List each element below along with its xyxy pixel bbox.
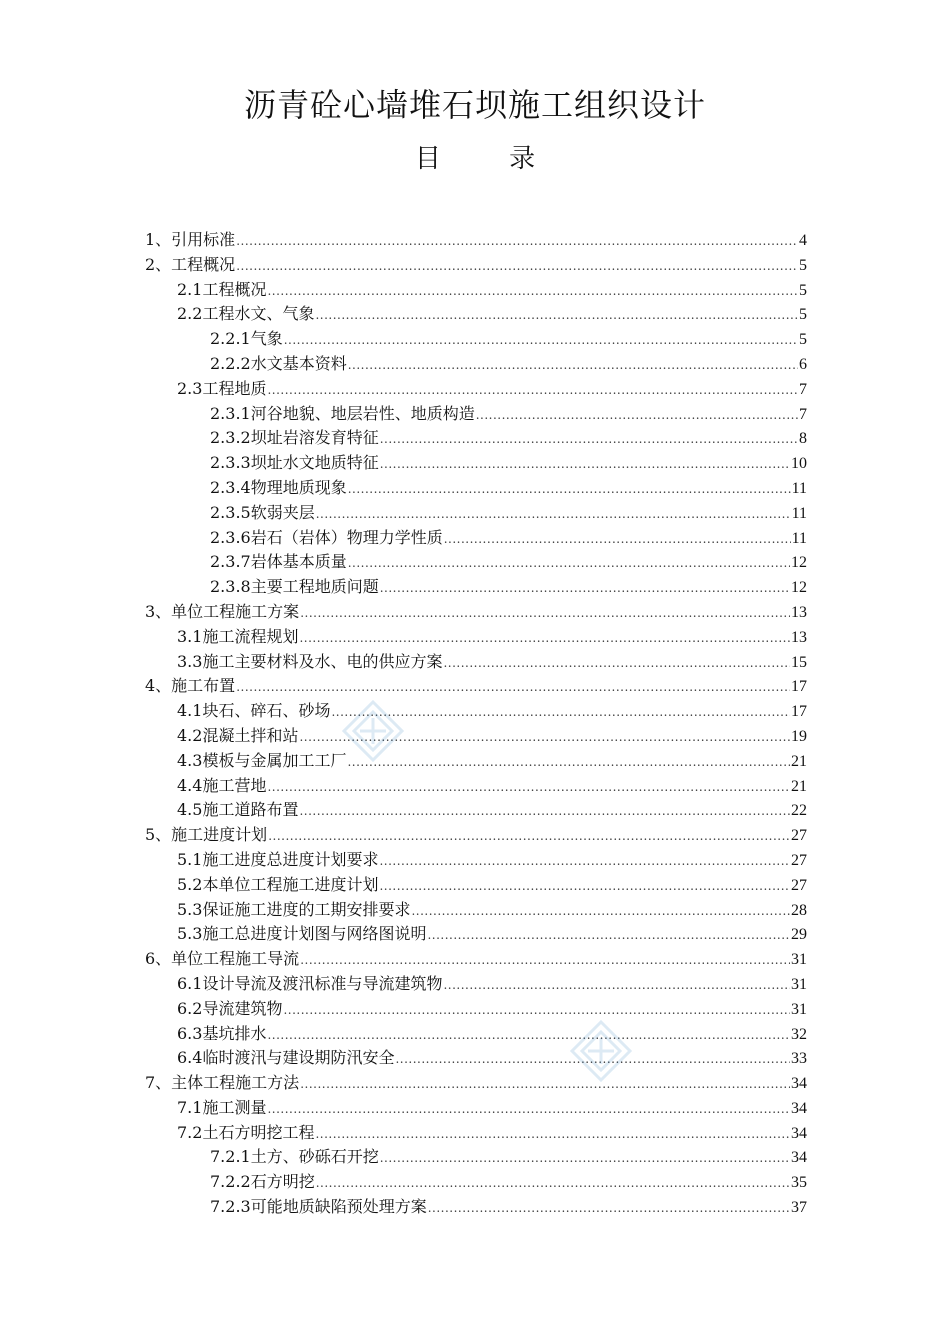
toc-leader-dots	[267, 278, 798, 304]
toc-entry-title: 2.3.1河谷地貌、地层岩性、地质构造	[210, 403, 475, 423]
toc-entry[interactable]	[145, 898, 807, 923]
toc-page-number: 5	[799, 331, 807, 349]
toc-entry[interactable]	[145, 873, 807, 898]
toc-page-number: 28	[791, 901, 807, 919]
toc-page-number: 8	[799, 430, 807, 448]
toc-entry[interactable]	[145, 997, 807, 1022]
toc-page-number: 12	[791, 554, 807, 572]
toc-entry-title: 6.1设计导流及渡汛标准与导流建筑物	[177, 973, 443, 993]
toc-leader-dots	[443, 650, 790, 676]
toc-entry[interactable]	[145, 501, 807, 526]
toc-page-number: 11	[791, 504, 807, 522]
toc-page-number: 37	[791, 1199, 807, 1217]
toc-leader-dots	[267, 774, 790, 800]
toc-page-number: 21	[791, 752, 807, 770]
toc-page-number: 34	[791, 1099, 807, 1117]
toc-entry[interactable]	[145, 674, 807, 699]
toc-page-number: 15	[791, 653, 807, 671]
toc-leader-dots	[300, 947, 790, 973]
toc-entry[interactable]	[145, 302, 807, 327]
toc-page-number: 7	[799, 405, 807, 423]
toc-entry[interactable]	[145, 699, 807, 724]
toc-entry[interactable]	[145, 848, 807, 873]
toc-leader-dots	[299, 625, 790, 651]
toc-page-number: 17	[791, 678, 807, 696]
toc-entry[interactable]	[145, 922, 807, 947]
toc-entry[interactable]	[145, 327, 807, 352]
toc-entry-title: 4.1块石、碎石、砂场	[177, 701, 331, 721]
toc-heading: 目 录	[414, 144, 566, 174]
toc-leader-dots	[268, 823, 790, 849]
toc-entry-title: 2.1工程概况	[177, 279, 267, 299]
toc-entry-title: 5、施工进度计划	[145, 825, 268, 845]
toc-leader-dots	[348, 550, 790, 576]
toc-entry-title: 5.1施工进度总进度计划要求	[177, 849, 379, 869]
toc-entry[interactable]	[145, 426, 807, 451]
toc-entry[interactable]	[145, 1046, 807, 1071]
toc-leader-dots	[427, 922, 790, 948]
toc-page-number: 13	[791, 628, 807, 646]
toc-entry[interactable]	[145, 1096, 807, 1121]
toc-entry-title: 6.3基坑排水	[177, 1023, 267, 1043]
toc-entry[interactable]	[145, 650, 807, 675]
toc-leader-dots	[347, 749, 790, 775]
toc-entry[interactable]	[145, 278, 807, 303]
toc-page-number: 31	[791, 951, 807, 969]
toc-entry-title: 2、工程概况	[145, 254, 236, 274]
toc-entry[interactable]	[145, 749, 807, 774]
toc-entry[interactable]	[145, 947, 807, 972]
toc-entry[interactable]	[145, 402, 807, 427]
toc-entry[interactable]	[145, 1071, 807, 1096]
toc-page-number: 34	[791, 1075, 807, 1093]
toc-page-number: 34	[791, 1149, 807, 1167]
toc-leader-dots	[236, 674, 790, 700]
toc-leader-dots	[267, 1022, 790, 1048]
toc-entry[interactable]	[145, 600, 807, 625]
toc-leader-dots	[380, 575, 790, 601]
toc-page-number: 27	[791, 876, 807, 894]
toc-entry[interactable]	[145, 352, 807, 377]
toc-leader-dots	[315, 302, 798, 328]
toc-page-number: 13	[791, 603, 807, 621]
toc-entry-title: 4、施工布置	[145, 676, 236, 696]
toc-entry-title: 2.3.4物理地质现象	[210, 477, 347, 497]
toc-entry[interactable]	[145, 625, 807, 650]
toc-entry-title: 4.5施工道路布置	[177, 800, 299, 820]
toc-leader-dots	[331, 699, 790, 725]
toc-page-number: 17	[791, 703, 807, 721]
toc-page-number: 4	[799, 232, 807, 249]
toc-entry-title: 7、主体工程施工方法	[145, 1073, 300, 1093]
toc-entry-title: 2.3.7岩体基本质量	[210, 552, 347, 572]
toc-entry[interactable]	[145, 575, 807, 600]
toc-entry[interactable]	[145, 1170, 807, 1195]
toc-leader-dots	[283, 997, 790, 1023]
toc-entry[interactable]	[145, 972, 807, 997]
toc-entry[interactable]	[145, 550, 807, 575]
toc-entry-title: 2.3.8主要工程地质问题	[210, 577, 379, 597]
toc-page-number: 7	[799, 380, 807, 398]
toc-entry[interactable]	[145, 228, 807, 253]
toc-leader-dots	[395, 1046, 790, 1072]
toc-leader-dots	[380, 426, 798, 452]
toc-entry[interactable]	[145, 1121, 807, 1146]
toc-page-number: 6	[799, 355, 807, 373]
toc-leader-dots	[267, 377, 798, 403]
toc-page-number: 33	[791, 1050, 807, 1068]
toc-entry[interactable]	[145, 774, 807, 799]
toc-entry-title: 6.2导流建筑物	[177, 998, 283, 1018]
toc-entry-title: 4.3模板与金属加工工厂	[177, 750, 347, 770]
toc-leader-dots	[236, 253, 798, 279]
toc-entry[interactable]	[145, 377, 807, 402]
toc-entry[interactable]	[145, 1022, 807, 1047]
toc-page-number: 5	[799, 281, 807, 299]
toc-page-number: 12	[791, 579, 807, 597]
toc-leader-dots	[284, 327, 798, 353]
toc-entry[interactable]	[145, 253, 807, 278]
document-title: 沥青砼心墙堆石坝施工组织设计	[243, 86, 706, 124]
toc-entry-title: 6、单位工程施工导流	[145, 949, 300, 969]
toc-page-number: 31	[791, 975, 807, 993]
toc-entry-title: 2.2.1气象	[210, 329, 283, 349]
toc-entry-title: 2.3.5软弱夹层	[210, 502, 315, 522]
toc-entry[interactable]	[145, 823, 807, 848]
toc-entry-title: 2.3.2坝址岩溶发育特征	[210, 428, 379, 448]
table-of-contents	[145, 228, 807, 1220]
toc-page-number: 5	[799, 306, 807, 324]
toc-entry-title: 2.3工程地质	[177, 378, 267, 398]
toc-leader-dots	[267, 1096, 790, 1122]
toc-entry-title: 3.3施工主要材料及水、电的供应方案	[177, 651, 443, 671]
toc-page-number: 19	[791, 727, 807, 745]
toc-entry-title: 1、引用标准	[145, 230, 236, 249]
toc-entry-title: 7.2土石方明挖工程	[177, 1122, 315, 1142]
toc-page-number: 27	[791, 851, 807, 869]
toc-leader-dots	[315, 1121, 790, 1147]
toc-entry-title: 2.3.3坝址水文地质特征	[210, 453, 379, 473]
toc-entry[interactable]	[145, 798, 807, 823]
toc-entry-title: 3.1施工流程规划	[177, 626, 299, 646]
toc-entry-title: 7.2.3可能地质缺陷预处理方案	[210, 1197, 427, 1217]
toc-entry-title: 2.2.2水文基本资料	[210, 353, 347, 373]
toc-entry-title: 2.3.6岩石（岩体）物理力学性质	[210, 527, 443, 547]
toc-page-number: 29	[791, 926, 807, 944]
toc-leader-dots	[476, 402, 798, 428]
toc-leader-dots	[380, 1145, 790, 1171]
toc-page-number: 27	[791, 827, 807, 845]
toc-page-number: 5	[799, 256, 807, 274]
toc-entry[interactable]	[145, 1195, 807, 1220]
toc-entry-title: 7.2.2石方明挖	[210, 1172, 315, 1192]
toc-entry-title: 7.1施工测量	[177, 1097, 267, 1117]
toc-leader-dots	[299, 724, 790, 750]
toc-leader-dots	[428, 1195, 790, 1221]
toc-entry-title: 4.2混凝土拌和站	[177, 725, 299, 745]
toc-entry-title: 6.4临时渡汛与建设期防汛安全	[177, 1048, 395, 1068]
toc-leader-dots	[380, 451, 790, 477]
toc-leader-dots	[300, 1071, 790, 1097]
toc-page-number: 32	[791, 1025, 807, 1043]
toc-leader-dots	[379, 848, 790, 874]
toc-leader-dots	[379, 873, 790, 899]
toc-entry-title: 2.2工程水文、气象	[177, 304, 315, 324]
toc-entry[interactable]	[145, 1145, 807, 1170]
toc-entry-title: 3、单位工程施工方案	[145, 601, 300, 621]
toc-entry[interactable]	[145, 476, 807, 501]
toc-page-number: 11	[791, 529, 807, 547]
toc-entry-title: 5.3施工总进度计划图与网络图说明	[177, 924, 427, 944]
toc-leader-dots	[444, 526, 791, 552]
toc-entry-title: 7.2.1土方、砂砾石开挖	[210, 1147, 379, 1167]
toc-entry[interactable]	[145, 526, 807, 551]
toc-entry-title: 4.4施工营地	[177, 775, 267, 795]
toc-leader-dots	[299, 798, 790, 824]
toc-page-number: 22	[791, 802, 807, 820]
toc-page-number: 11	[791, 479, 807, 497]
toc-entry-title: 5.3保证施工进度的工期安排要求	[177, 899, 411, 919]
toc-leader-dots	[348, 352, 798, 378]
toc-leader-dots	[348, 476, 791, 502]
toc-leader-dots	[300, 600, 790, 626]
toc-leader-dots	[236, 228, 798, 254]
toc-leader-dots	[316, 501, 791, 527]
toc-page-number: 31	[791, 1000, 807, 1018]
toc-page-number: 35	[791, 1174, 807, 1192]
toc-leader-dots	[316, 1170, 790, 1196]
toc-page-number: 34	[791, 1124, 807, 1142]
toc-entry[interactable]	[145, 724, 807, 749]
toc-leader-dots	[443, 972, 790, 998]
toc-page-number: 21	[791, 777, 807, 795]
toc-leader-dots	[411, 898, 790, 924]
toc-entry-title: 5.2本单位工程施工进度计划	[177, 874, 379, 894]
toc-page-number: 10	[791, 455, 807, 473]
toc-entry[interactable]	[145, 451, 807, 476]
